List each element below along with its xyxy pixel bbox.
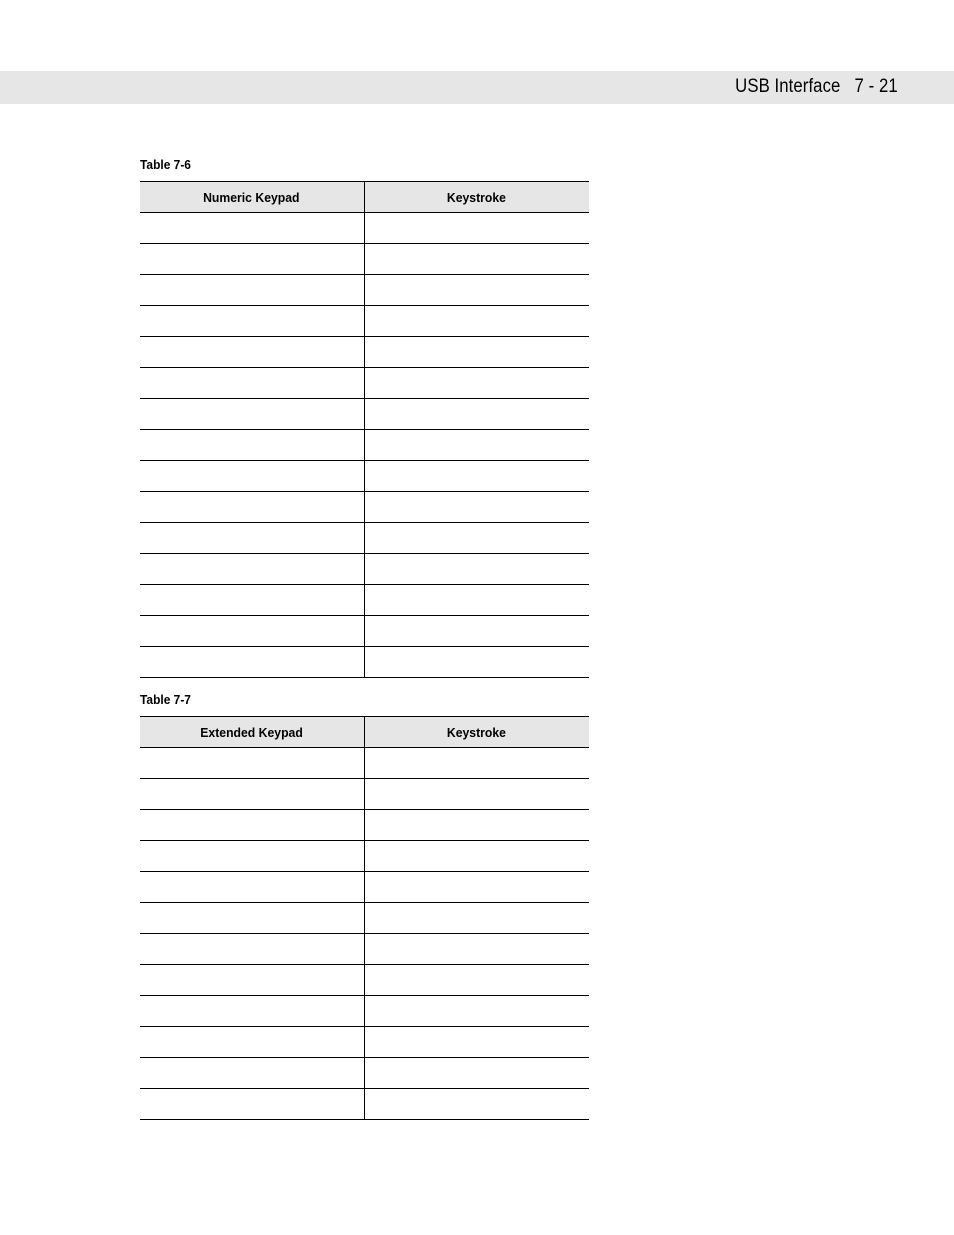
table-row: [140, 748, 589, 779]
column-header: Extended Keypad: [140, 717, 364, 748]
table-cell: [364, 841, 589, 872]
table-cell: [140, 492, 364, 523]
table-cell: [140, 461, 364, 492]
table-cell: [140, 1027, 364, 1058]
table-cell: [364, 306, 589, 337]
table-cell: [364, 213, 589, 244]
table-row: [140, 779, 589, 810]
table-cell: [364, 903, 589, 934]
table-cell: [140, 1089, 364, 1120]
table-row: [140, 585, 589, 616]
table-cell: [364, 244, 589, 275]
table-cell: [364, 1058, 589, 1089]
table-cell: [140, 275, 364, 306]
table-row: [140, 368, 589, 399]
table-cell: [364, 430, 589, 461]
table-cell: [140, 399, 364, 430]
table-row: [140, 244, 589, 275]
table-cell: [364, 523, 589, 554]
table-row: [140, 872, 589, 903]
table-header-row: [140, 717, 589, 748]
table-row: [140, 996, 589, 1027]
table-row: [140, 554, 589, 585]
table-cell: [140, 647, 364, 678]
table-cell: [364, 996, 589, 1027]
table-cell: [364, 399, 589, 430]
column-header: Numeric Keypad: [140, 182, 364, 213]
table-cell: [364, 554, 589, 585]
table-cell: [140, 996, 364, 1027]
extended-keypad-table: [140, 716, 589, 1120]
table-row: [140, 337, 589, 368]
table-row: [140, 213, 589, 244]
page-number: 7 - 21: [854, 76, 898, 97]
table-cell: [140, 779, 364, 810]
table-cell: [364, 748, 589, 779]
table-cell: [140, 585, 364, 616]
table-cell: [140, 554, 364, 585]
table-cell: [364, 779, 589, 810]
table-cell: [140, 934, 364, 965]
table-cell: [140, 306, 364, 337]
table-header-row: [140, 182, 589, 213]
table-cell: [364, 616, 589, 647]
table-cell: [364, 275, 589, 306]
table-cell: [364, 492, 589, 523]
table-cell: [364, 810, 589, 841]
table-cell: [364, 872, 589, 903]
table-row: [140, 430, 589, 461]
table-cell: [364, 647, 589, 678]
table-cell: [140, 523, 364, 554]
table-cell: [364, 1089, 589, 1120]
table-cell: [364, 934, 589, 965]
table-cell: [140, 965, 364, 996]
running-header: [735, 76, 898, 98]
table-cell: [140, 337, 364, 368]
table-row: [140, 934, 589, 965]
table-cell: [364, 461, 589, 492]
table-cell: [140, 810, 364, 841]
table-row: [140, 647, 589, 678]
table-cell: [140, 748, 364, 779]
table-cell: [364, 585, 589, 616]
table-cell: [140, 430, 364, 461]
table-cell: [140, 616, 364, 647]
table-cell: [364, 337, 589, 368]
column-header: Keystroke: [364, 182, 589, 213]
table-cell: [364, 965, 589, 996]
table-cell: [140, 841, 364, 872]
table-caption: Table 7-7: [140, 692, 191, 707]
table-cell: [140, 368, 364, 399]
table-row: [140, 1027, 589, 1058]
table-cell: [140, 1058, 364, 1089]
table-cell: [364, 1027, 589, 1058]
column-header: Keystroke: [364, 717, 589, 748]
table-row: [140, 306, 589, 337]
section-title: USB Interface: [735, 76, 841, 97]
table-row: [140, 965, 589, 996]
table-caption: Table 7-6: [140, 157, 191, 172]
numeric-keypad-table: [140, 181, 589, 678]
table-row: [140, 903, 589, 934]
table-row: [140, 616, 589, 647]
table-row: [140, 1058, 589, 1089]
table-row: [140, 399, 589, 430]
table-cell: [140, 872, 364, 903]
table-row: [140, 523, 589, 554]
table-row: [140, 275, 589, 306]
table-row: [140, 810, 589, 841]
table-row: [140, 492, 589, 523]
table-row: [140, 841, 589, 872]
table-cell: [140, 244, 364, 275]
table-cell: [140, 903, 364, 934]
table-cell: [140, 213, 364, 244]
table-row: [140, 461, 589, 492]
table-row: [140, 1089, 589, 1120]
table-cell: [364, 368, 589, 399]
